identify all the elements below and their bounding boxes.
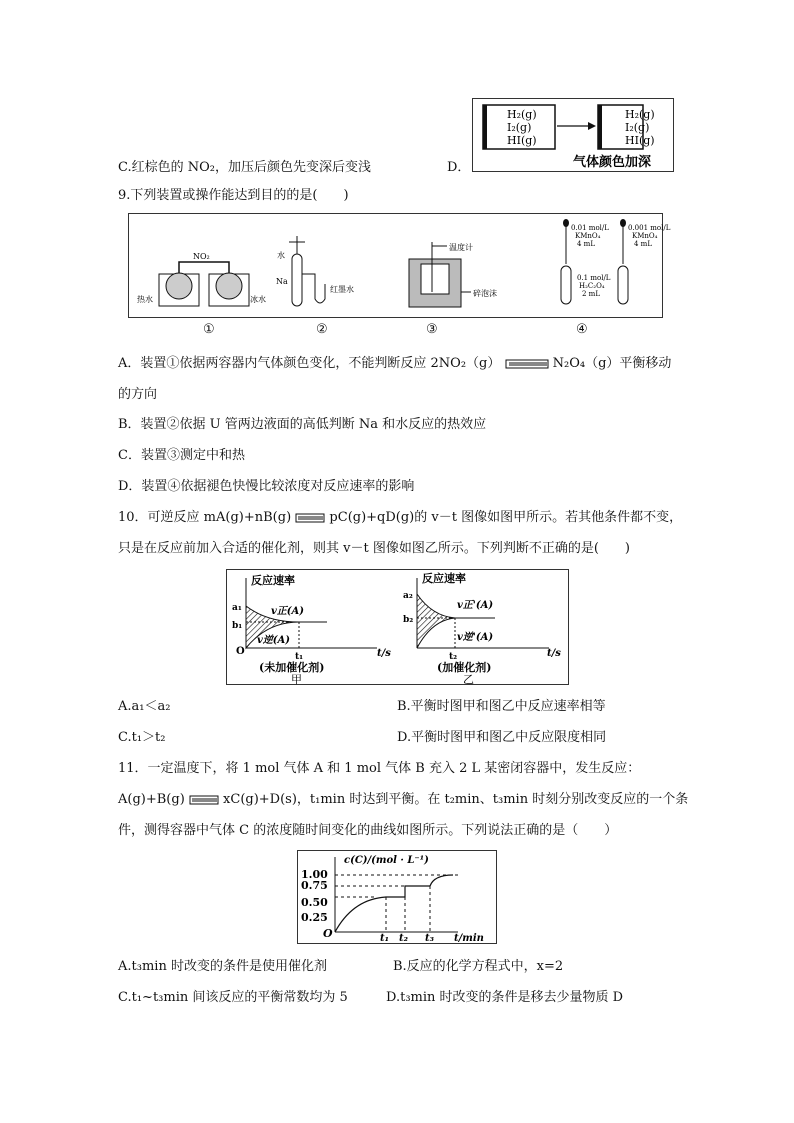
q11-stem-line3: 件，测得容器中气体 C 的浓度随时间变化的曲线如图所示。下列说法正确的是（ ） — [118, 823, 618, 838]
q9-label-2: ② — [316, 322, 328, 337]
yi-b2: b₂ — [403, 615, 414, 625]
arrow-icon — [588, 122, 596, 130]
q9-apparatus-figure — [128, 213, 671, 318]
q11-curve — [335, 875, 453, 932]
q10-option-d: D.平衡时图甲和图乙中反应限度相同 — [397, 730, 607, 745]
q11-ytick-050: 0.50 — [301, 896, 328, 909]
equilibrium-arrow-icon — [295, 512, 325, 524]
q8-option-d-diagram — [472, 98, 674, 172]
q11-option-b: B.反应的化学方程式中，x=2 — [393, 959, 564, 974]
apparatus-3 — [409, 242, 497, 307]
a1-gas-label: NO₂ — [193, 252, 210, 261]
q10-option-c: C.t₁＞t₂ — [118, 730, 166, 745]
apparatus-1 — [137, 252, 266, 306]
a2-ink-label: 红墨水 — [330, 285, 354, 294]
hi-equilibrium-diagram — [473, 99, 673, 171]
q8-left-hi: HI(g) — [507, 134, 537, 147]
yi-ylabel: 反应速率 — [422, 572, 466, 585]
q11-xtick-t2: t₂ — [399, 933, 408, 944]
apparatus-4 — [561, 219, 671, 304]
q9-option-a-line1: A．装置①依据两容器内气体颜色变化，不能判断反应 2NO₂（g） N₂O₄（g）平衡移动 — [118, 356, 672, 371]
q11-stem-line2: A(g)+B(g) xC(g)+D(s)，t₁min 时达到平衡。在 t₂min、t₃min 时刻分别改变反应的一个条 — [118, 792, 689, 807]
a4-top2-conc: 0.001 mol/L — [628, 224, 671, 232]
a1-ice-label: 冰水 — [250, 295, 266, 304]
q11-stem-line1: 11．一定温度下，将 1 mol 气体 A 和 1 mol 气体 B 充入 2 L 某密闭容器中，发生反应： — [118, 761, 641, 776]
jia-vf: v正(A) — [271, 606, 305, 617]
q9-option-d: D．装置④依据褪色快慢比较浓度对反应速率的影响 — [118, 479, 415, 494]
a4-bottom-vol: 2 mL — [582, 290, 600, 298]
q11-xtick-t3: t₃ — [425, 933, 434, 944]
q11-ytick-025: 0.25 — [301, 911, 328, 924]
q8-left-i2: I₂(g) — [507, 121, 532, 134]
q11-origin: O — [323, 927, 333, 940]
q11-ytick-100: 1.00 — [301, 868, 328, 881]
q9-option-b: B．装置②依据 U 管两边液面的高低判断 Na 和水反应的热效应 — [118, 417, 487, 432]
yi-a2: a₂ — [403, 591, 413, 601]
a2-water-label: 水 — [277, 251, 285, 260]
q8-option-c: C.红棕色的 NO₂，加压后颜色先变深后变浅 — [118, 160, 371, 175]
a4-top1-conc: 0.01 mol/L — [571, 224, 609, 232]
q10-option-b: B.平衡时图甲和图乙中反应速率相等 — [397, 699, 606, 714]
yi-vf: v正'(A) — [457, 600, 494, 611]
jia-origin: O — [236, 646, 245, 657]
yi-t2: t₂ — [449, 652, 458, 662]
graph-jia — [232, 573, 391, 686]
q11-ytick-075: 0.75 — [301, 879, 328, 892]
a4-bottom-conc: 0.1 mol/L — [577, 274, 611, 282]
jia-vr: v逆(A) — [257, 635, 291, 646]
q11-option-a: A.t₃min 时改变的条件是使用催化剂 — [118, 959, 327, 974]
q8-caption: 气体颜色加深 — [573, 155, 652, 170]
q10-stem-line1: 10．可逆反应 mA(g)+nB(g) pC(g)+qD(g)的 v－t 图像如图甲所示。若其他条件都不变， — [118, 510, 683, 525]
apparatus-2 — [276, 236, 354, 306]
yi-vr: v逆'(A) — [457, 632, 494, 643]
a4-top2-name: KMnO₄ — [632, 232, 658, 240]
q11-option-c: C.t₁~t₃min 间该反应的平衡常数均为 5 — [118, 990, 348, 1005]
jia-a1: a₁ — [232, 603, 242, 613]
q8-right-hi: HI(g) — [625, 134, 655, 147]
q11-xtick-t1: t₁ — [380, 933, 389, 944]
yi-name: 乙 — [463, 673, 474, 686]
q8-right-h2: H₂(g) — [625, 108, 655, 121]
q11-ylabel: c(C)/(mol · L⁻¹) — [344, 855, 429, 866]
a4-top1-vol: 4 mL — [577, 240, 595, 248]
q9-label-3: ③ — [426, 322, 438, 337]
q9-option-a-line2: 的方向 — [118, 387, 158, 402]
q8-left-h2: H₂(g) — [507, 108, 537, 121]
q10-stem-line2: 只是在反应前加入合适的催化剂，则其 v－t 图像如图乙所示。下列判断不正确的是( ) — [118, 541, 630, 556]
jia-b1: b₁ — [232, 621, 243, 631]
q10-option-a: A.a₁＜a₂ — [118, 699, 171, 714]
yi-caption: (加催化剂) — [437, 661, 492, 674]
q11-xlabel: t/min — [454, 933, 484, 944]
yi-xlabel: t/s — [547, 648, 561, 659]
a4-bottom-name: H₂C₂O₄ — [579, 282, 605, 290]
a1-hot-label: 热水 — [137, 295, 153, 304]
q10-graphs-figure — [226, 569, 569, 685]
jia-ylabel: 反应速率 — [251, 574, 295, 587]
a2-na-label: Na — [276, 277, 288, 286]
equilibrium-arrow-icon — [505, 358, 549, 370]
jia-name: 甲 — [291, 673, 302, 686]
jia-xlabel: t/s — [377, 648, 391, 659]
a4-top1-name: KMnO₄ — [575, 232, 601, 240]
a3-foam-label: 碎泡沫 — [473, 289, 497, 298]
q11-option-d: D.t₃min 时改变的条件是移去少量物质 D — [386, 990, 624, 1005]
q9-label-1: ① — [203, 322, 215, 337]
q9-stem: 9.下列装置或操作能达到目的的是( ) — [118, 188, 349, 203]
jia-t1: t₁ — [295, 652, 304, 662]
jia-caption: (未加催化剂) — [259, 661, 325, 674]
a3-thermo-label: 温度计 — [449, 243, 473, 252]
q9-option-c: C．装置③测定中和热 — [118, 448, 245, 463]
graph-yi — [403, 571, 561, 686]
equilibrium-arrow-icon — [189, 794, 219, 806]
a4-top2-vol: 4 mL — [634, 240, 652, 248]
q11-concentration-graph — [297, 850, 497, 944]
q8-right-i2: I₂(g) — [625, 121, 650, 134]
q9-label-4: ④ — [576, 322, 588, 337]
q8-option-d-label: D． — [447, 160, 471, 175]
